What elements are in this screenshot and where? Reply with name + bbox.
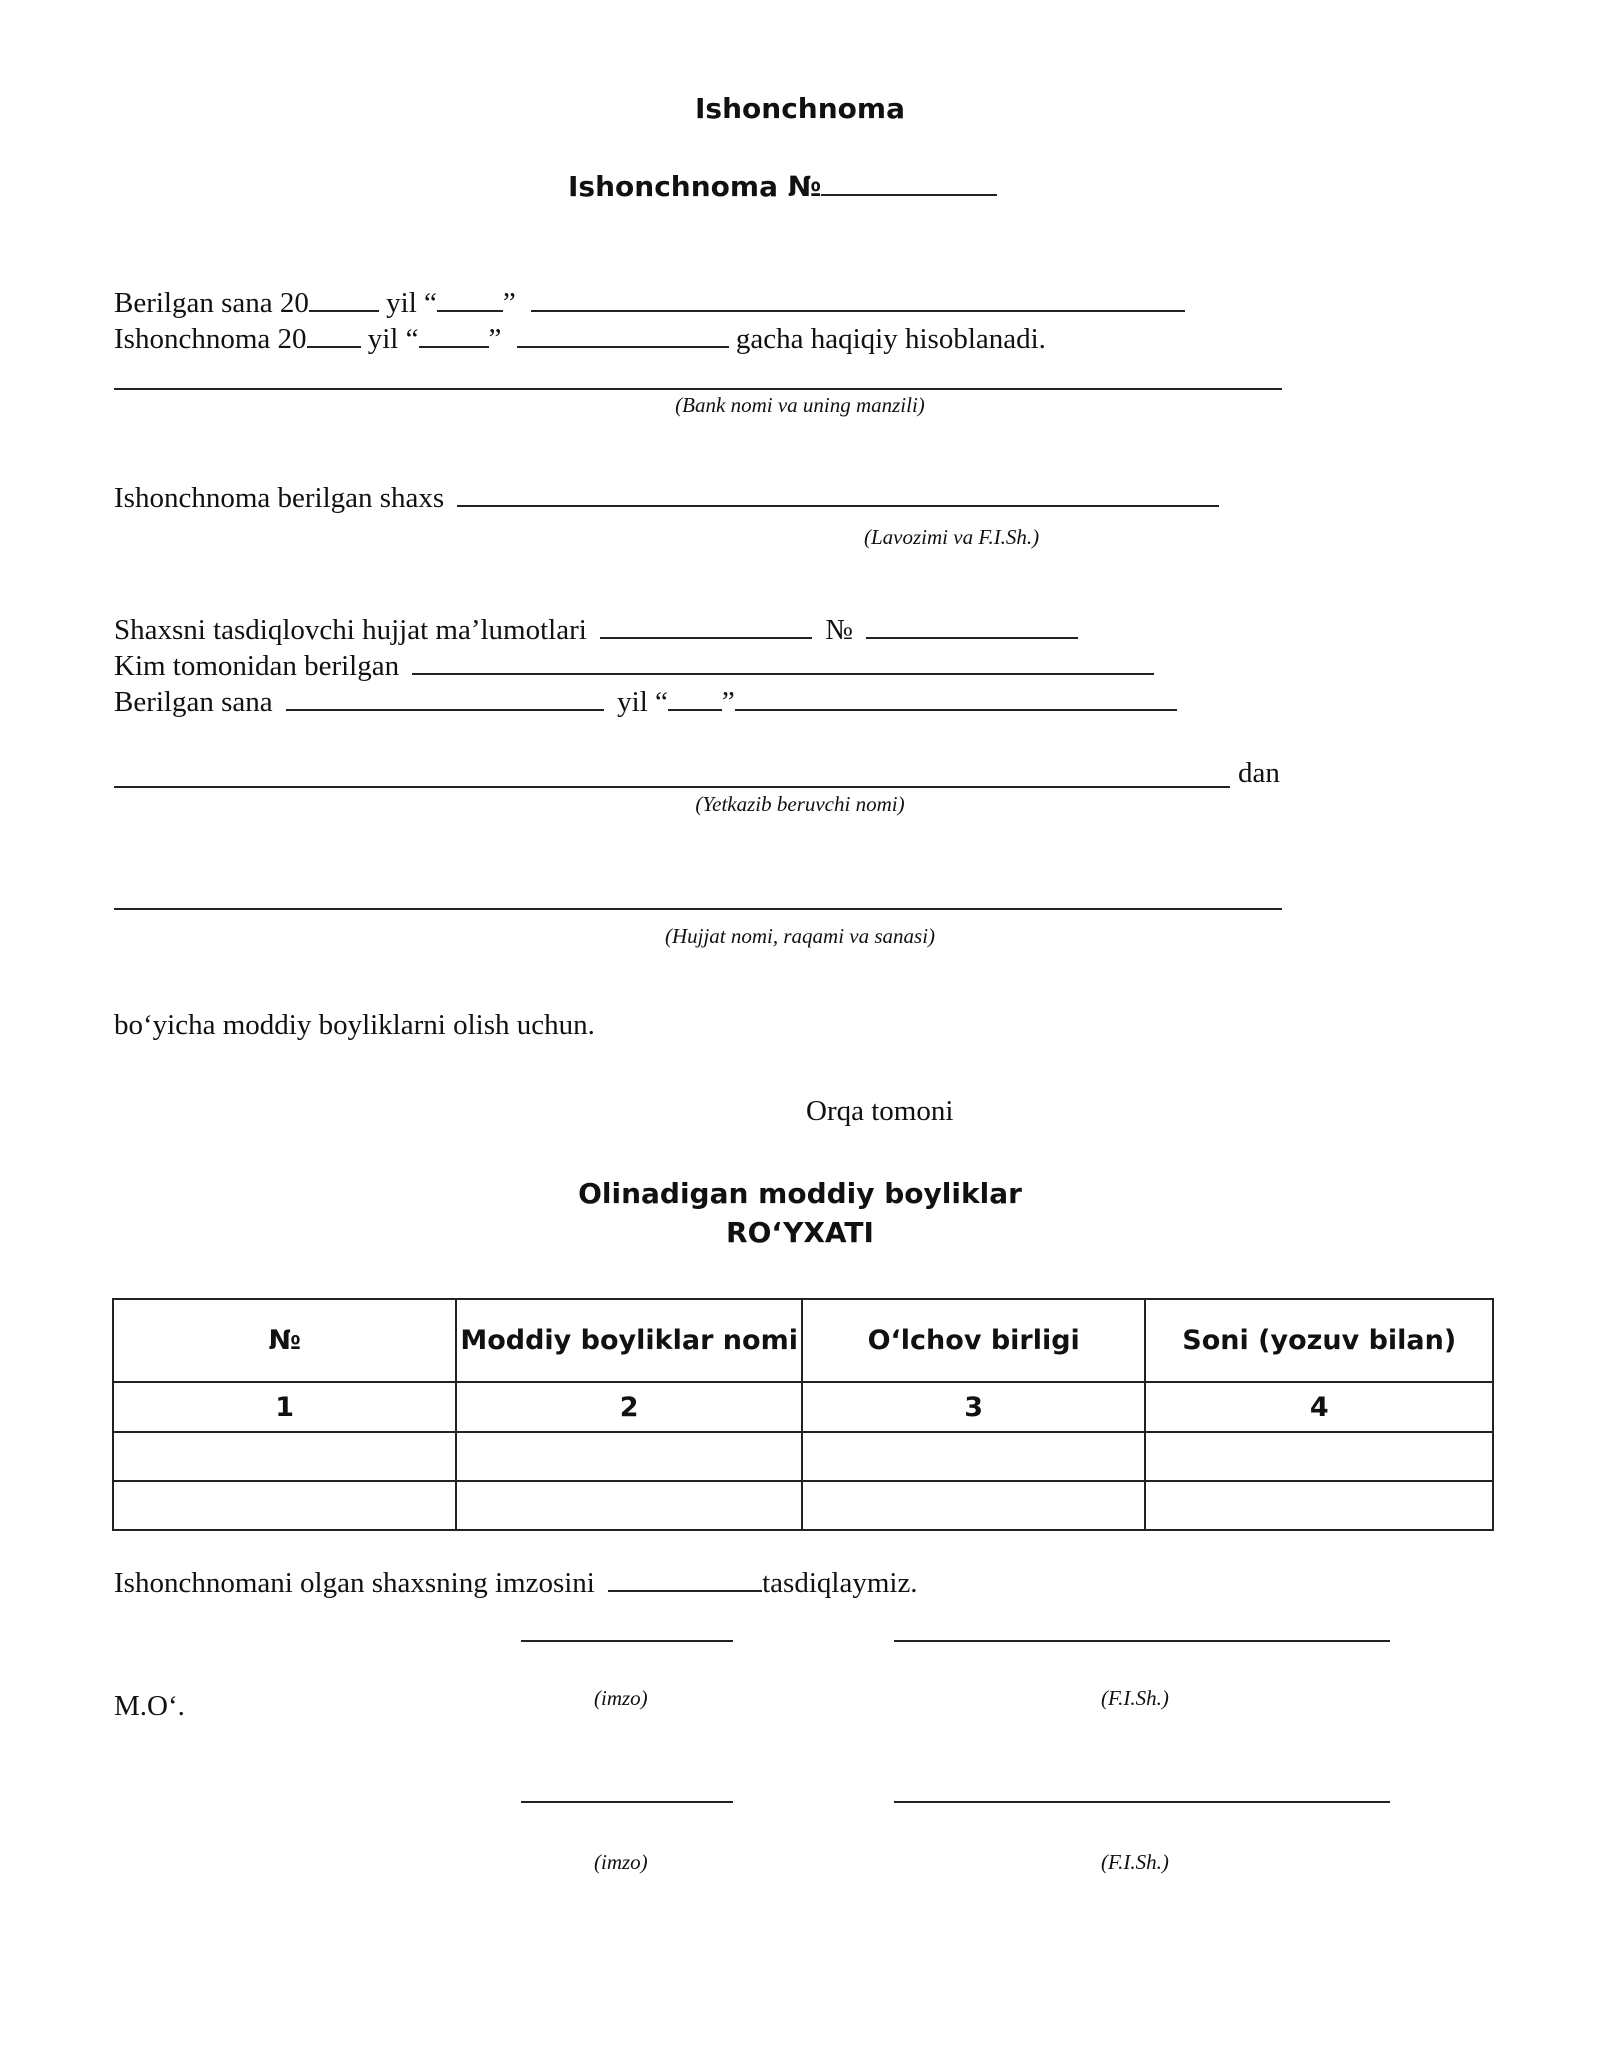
table-cell[interactable] — [802, 1481, 1146, 1530]
issued-by-label: Kim tomonidan berilgan — [114, 650, 400, 682]
confirm-prefix: Ishonchnomani olgan shaxsning imzosini — [114, 1567, 595, 1599]
table-cell[interactable] — [113, 1432, 456, 1481]
validity-quote-close: ” — [488, 323, 502, 355]
validity-label: Ishonchnoma 20 — [114, 323, 307, 355]
issue-date-row — [114, 286, 1185, 320]
id-doc-label: Shaxsni tasdiqlovchi hujjat ma’lumotlari — [114, 614, 587, 646]
validity-day-field[interactable] — [419, 322, 489, 348]
table-number-cell: 3 — [802, 1382, 1146, 1432]
table-cell[interactable] — [1145, 1481, 1493, 1530]
fish-caption-2: (F.I.Sh.) — [1101, 1850, 1169, 1874]
validity-month-field[interactable] — [517, 322, 729, 348]
table-row — [113, 1481, 1493, 1530]
stamp-label: M.O‘. — [114, 1690, 185, 1722]
person-label: Ishonchnoma berilgan shaxs — [114, 482, 445, 514]
table-cell[interactable] — [456, 1481, 802, 1530]
table-row — [113, 1432, 1493, 1481]
supplier-suffix: dan — [1238, 757, 1280, 789]
document-number-field[interactable] — [821, 170, 997, 196]
table-number-cell: 1 — [113, 1382, 456, 1432]
issue-quote-close: ” — [502, 287, 516, 319]
validity-row — [114, 322, 1046, 356]
id-issue-date-label: Berilgan sana — [114, 686, 273, 718]
table-header-cell: № — [113, 1299, 456, 1382]
imzo-caption-2: (imzo) — [594, 1850, 648, 1874]
id-issue-quote-close: ” — [721, 686, 735, 718]
bank-caption: (Bank nomi va uning manzili) — [675, 393, 925, 417]
id-issue-yil-label: yil “ — [617, 686, 668, 718]
table-cell[interactable] — [456, 1432, 802, 1481]
signature-line-1[interactable] — [521, 1640, 733, 1642]
id-doc-no-label: № — [825, 614, 853, 646]
supplier-caption: (Yetkazib beruvchi nomi) — [695, 792, 905, 816]
fish-line-1[interactable] — [894, 1640, 1390, 1642]
id-doc-number-field[interactable] — [866, 613, 1078, 639]
table-number-cell: 2 — [456, 1382, 802, 1432]
issued-by-field[interactable] — [412, 649, 1154, 675]
id-doc-row — [114, 613, 1078, 647]
issue-yil-label: yil “ — [386, 287, 437, 319]
table-header-cell: O‘lchov birligi — [802, 1299, 1146, 1382]
fish-line-2[interactable] — [894, 1801, 1390, 1803]
back-side-label: Orqa tomoni — [806, 1095, 954, 1127]
issue-month-field[interactable] — [531, 286, 1185, 312]
signature-line-2[interactable] — [521, 1801, 733, 1803]
document-number-row — [568, 170, 997, 203]
validity-year-field[interactable] — [307, 322, 361, 348]
document-number-label: Ishonchnoma № — [568, 170, 822, 203]
document-field[interactable] — [114, 908, 1282, 910]
table-cell[interactable] — [802, 1432, 1146, 1481]
issue-date-label: Berilgan sana 20 — [114, 287, 309, 319]
validity-suffix: gacha haqiqiy hisoblanadi. — [735, 323, 1046, 355]
table-number-cell: 4 — [1145, 1382, 1493, 1432]
id-issue-year-field[interactable] — [286, 685, 604, 711]
document-title: Ishonchnoma — [695, 92, 905, 125]
table-cell[interactable] — [1145, 1432, 1493, 1481]
table-number-row — [113, 1382, 1493, 1432]
id-issue-date-row — [114, 685, 1177, 719]
table-header-row — [113, 1299, 1493, 1382]
confirm-row — [114, 1566, 918, 1600]
purpose-text: bo‘yicha moddiy boyliklarni olish uchun. — [114, 1009, 595, 1041]
id-issue-month-field[interactable] — [735, 685, 1177, 711]
bank-field[interactable] — [114, 388, 1282, 390]
supplier-field[interactable] — [114, 786, 1230, 788]
document-caption: (Hujjat nomi, raqami va sanasi) — [664, 924, 936, 948]
confirm-suffix: tasdiqlaymiz. — [762, 1567, 918, 1599]
table-header-cell: Moddiy boyliklar nomi — [456, 1299, 802, 1382]
issue-day-field[interactable] — [437, 286, 503, 312]
issue-year-field[interactable] — [309, 286, 379, 312]
list-title: Olinadigan moddiy boyliklar — [578, 1177, 1022, 1210]
confirm-signature-field[interactable] — [608, 1566, 762, 1592]
table-cell[interactable] — [113, 1481, 456, 1530]
person-row — [114, 481, 1219, 515]
person-caption: (Lavozimi va F.I.Sh.) — [864, 525, 1040, 549]
items-table — [112, 1298, 1494, 1531]
fish-caption-1: (F.I.Sh.) — [1101, 1686, 1169, 1710]
list-subtitle: RO‘YXATI — [726, 1216, 874, 1249]
id-issue-day-field[interactable] — [668, 685, 722, 711]
table-header-cell: Soni (yozuv bilan) — [1145, 1299, 1493, 1382]
validity-yil-label: yil “ — [367, 323, 419, 355]
issued-by-row — [114, 649, 1154, 683]
imzo-caption-1: (imzo) — [594, 1686, 648, 1710]
id-doc-series-field[interactable] — [600, 613, 812, 639]
person-field[interactable] — [457, 481, 1219, 507]
